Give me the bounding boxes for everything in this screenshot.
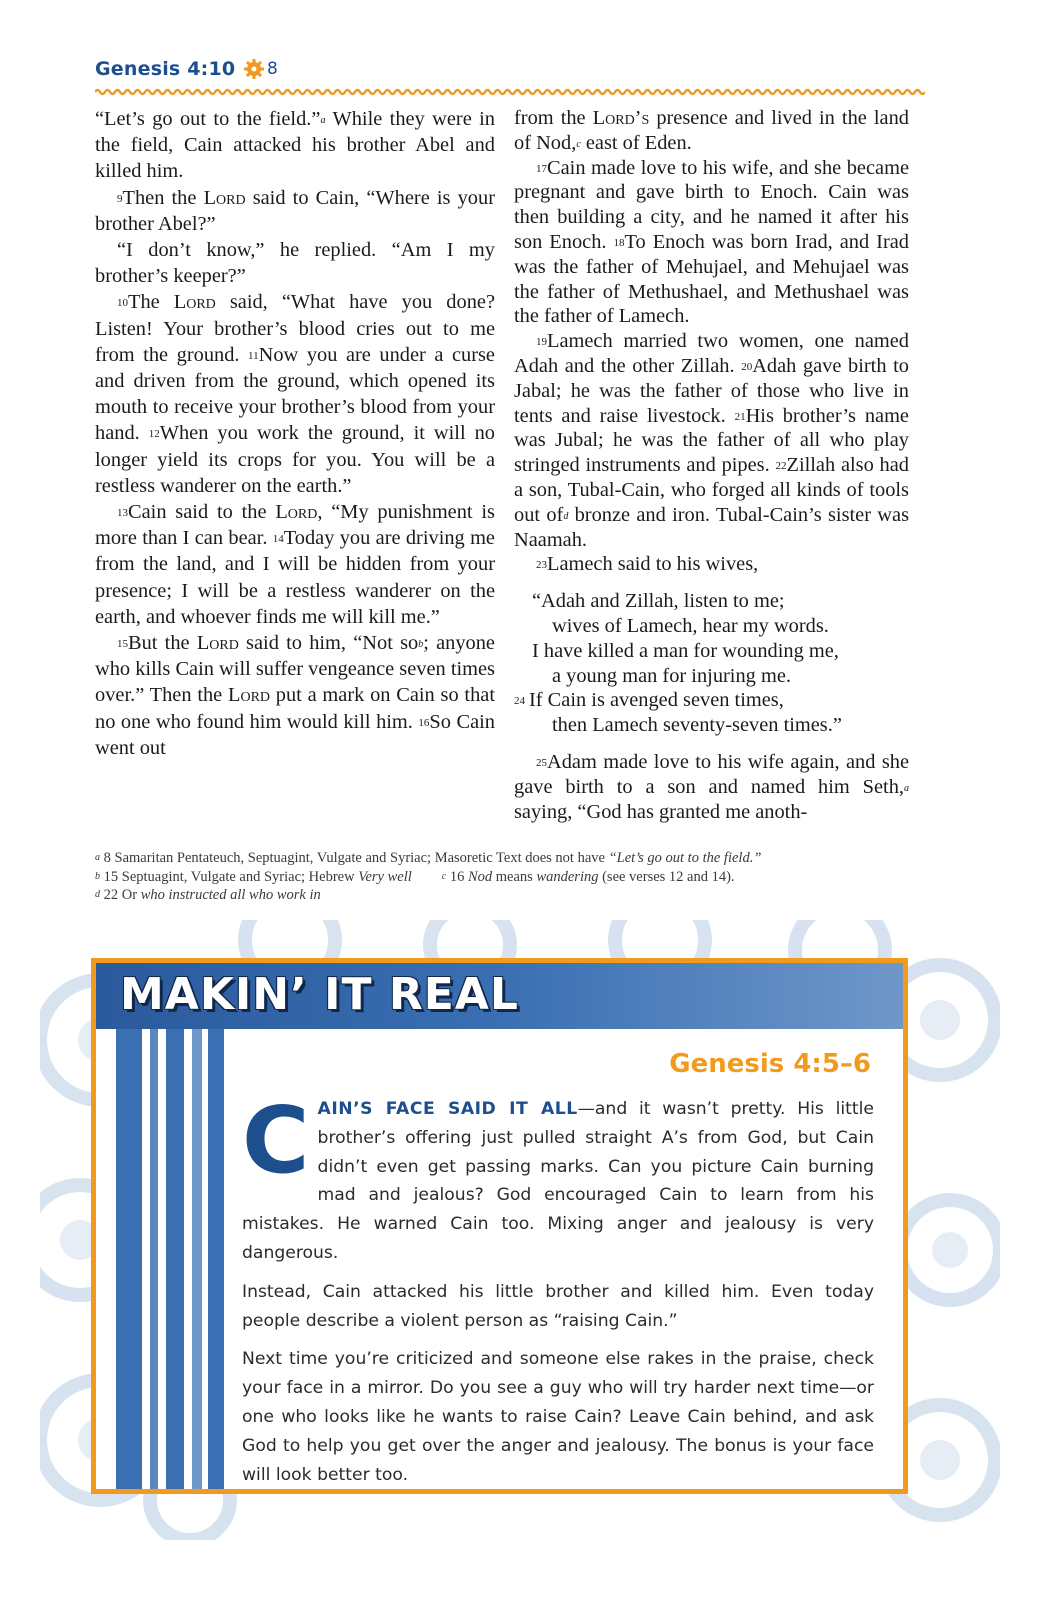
paragraph: “Let’s go out to the field.”$^a$ While they were in the field, Cain attacked his brother Abel and killed him. (95, 108, 495, 183)
paragraph: $^{15}$But the Lord said to him, “Not so$^b$; anyone who kills Cain will suffer vengeance seven times over.” Then the Lord put a mark on Cain so that no one who found him would kill him. $^{16}$So Cain went out (95, 632, 495, 759)
verse-number: 11 (248, 349, 259, 362)
poem-line: a young man for injuring me. (552, 664, 791, 687)
footnote-marker[interactable]: b (418, 639, 424, 651)
footnote: $^d$ 22 Or who instructed all who work in (95, 887, 321, 903)
footnote: $^a$ 8 Samaritan Pentateuch, Septuagint, Vulgate and Syriac; Masoretic Text does not have “Let’s go out to the field.” (95, 850, 762, 866)
scripture-column-right (514, 106, 909, 824)
page-header (95, 54, 925, 98)
paragraph: $^{19}$Lamech married two women, one named Adah and the other Zillah. $^{20}$Adah gave birth to Jabal; he was the father of those who live in tents and raise livestock. $^{21}$His brother’s name was Jubal; he was the father of all who play stringed instruments and pipes. $^{22}$Zillah also had a son, Tubal-Cain, who forged all kinds of tools out of$^d$ bronze and iron. Tubal-Cain’s sister was Naamah. (514, 330, 910, 551)
feature-box (91, 958, 908, 1494)
scripture-column-left (95, 106, 495, 761)
verse-number: 19 (536, 336, 547, 349)
footnote-marker[interactable]: a (320, 115, 326, 126)
poem-line: then Lamech seventy-seven times.” (552, 714, 842, 737)
paragraph: from the Lord’s presence and lived in the land of Nod,$^c$ east of Eden. (514, 107, 910, 154)
verse-number: 22 (775, 460, 787, 473)
poem-line: $^{24}$ If Cain is avenged seven times, (514, 689, 784, 712)
poem-line: I have killed a man for wounding me, (532, 639, 839, 662)
header-rule (95, 88, 925, 96)
lead-in: AIN’S FACE SAID IT ALL (317, 1099, 578, 1119)
paragraph: $^{10}$The Lord said, “What have you done? Listen! Your brother’s blood cries out to me from the ground. $^{11}$Now you are under a curse and driven from the ground, which opened its mouth to receive your brother’s blood from your hand. $^{12}$When you work the ground, it will no longer yield its crops for you. You will be a restless wanderer on the earth.” (95, 291, 495, 497)
poem-line: wives of Lamech, hear my words. (552, 614, 829, 637)
paragraph: $^{17}$Cain made love to his wife, and she became pregnant and gave birth to Enoch. Cain was then building a city, and he named it after his son Enoch. $^{18}$To Enoch was born Irad, and Irad was the father of Mehujael, and Mehujael was the father of Methushael, and Methushael was the father of Lamech. (514, 156, 909, 328)
feature-article (242, 1087, 874, 1494)
verse-number: 20 (741, 360, 753, 373)
verse-number: 9 (117, 192, 123, 205)
paragraph: $^{25}$Adam made love to his wife again, and she gave birth to a son and named him Seth,$^a$ saying, “God has granted me anoth- (514, 750, 909, 823)
stripes-decoration (116, 1029, 226, 1494)
article-paragraph: Instead, Cain attacked his little brother and killed him. Even today people describe a violent person as “raising Cain.” (242, 1281, 874, 1331)
verse-number: 16 (418, 716, 430, 729)
article-paragraph: CAIN’S FACE SAID IT ALL—and it wasn’t pretty. His little brother’s offering just pulled straight A’s from God, but Cain didn’t even get passing marks. Can you picture Cain burning mad and jealous? God encouraged Cain to learn from his mistakes. He warned Cain too. Mixing anger and jealousy is very dangerous. (242, 1087, 874, 1263)
article-paragraph: Next time you’re criticized and someone else rakes in the praise, check your face in a mirror. Do you see a guy who will try harder next time—or one who looks like he wants to raise Cain? Leave Cain behind, and ask God to help you get over the anger and jealousy. The bonus is your face will look better too. (242, 1349, 874, 1485)
feature-reference: Genesis 4:5–6 (669, 1049, 871, 1079)
footnote: $^b$ 15 Septuagint, Vulgate and Syriac; Hebrew Very well $^c$ 16 Nod means wandering (see verses 12 and 14). (95, 868, 735, 885)
verse-number: 23 (536, 559, 547, 572)
verse-number: 24 (514, 695, 525, 708)
verse-number: 10 (117, 297, 128, 310)
footnote-marker[interactable]: a (904, 782, 909, 794)
poem-line: “Adah and Zillah, listen to me; (532, 590, 785, 613)
footnotes (95, 849, 915, 905)
verse-number: 13 (117, 507, 128, 520)
running-head-reference: Genesis 4:10 (95, 58, 236, 80)
verse-number: 14 (272, 533, 284, 546)
feature-banner (96, 963, 903, 1029)
footnote-marker[interactable]: d (563, 510, 569, 522)
verse-number: 17 (536, 162, 547, 175)
paragraph: $^{23}$Lamech said to his wives, (536, 553, 759, 576)
page-number: 8 (267, 59, 278, 79)
verse-number: 25 (536, 756, 547, 769)
gear-icon (243, 58, 265, 80)
feature-title: MAKIN’ IT REAL (120, 969, 519, 1020)
poem (514, 589, 909, 738)
paragraph: $^9$Then the Lord said to Cain, “Where is your brother Abel?” (95, 186, 495, 235)
drop-cap: C (242, 1087, 310, 1194)
paragraph: $^{13}$Cain said to the Lord, “My punishment is more than I can bear. $^{14}$Today you are driving me from the land, and I will be hidden from your presence; I will be a restless wanderer on the earth, and whoever finds me will kill me.” (95, 501, 495, 628)
verse-number: 21 (734, 410, 746, 423)
verse-number: 18 (613, 236, 625, 249)
verse-number: 15 (117, 638, 128, 651)
paragraph: “I don’t know,” he replied. “Am I my brother’s keeper?” (95, 239, 495, 288)
footnote-marker[interactable]: c (576, 138, 581, 150)
verse-number: 12 (148, 428, 160, 441)
